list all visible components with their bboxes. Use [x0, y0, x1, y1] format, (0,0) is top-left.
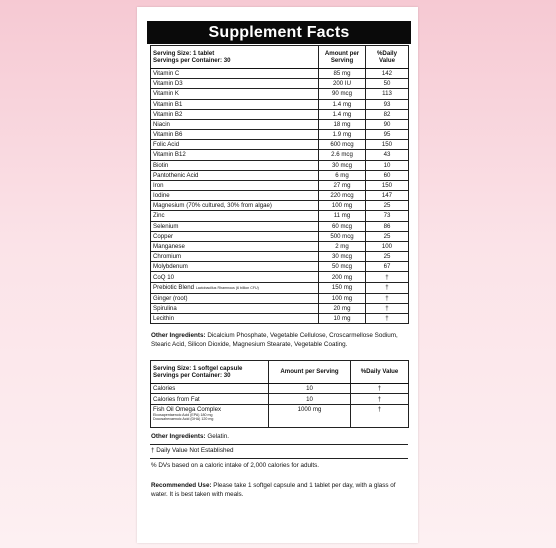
other-ingredients-tablet: [151, 331, 407, 349]
nutrient-dv: 142: [366, 69, 409, 79]
nutrient-name: Vitamin D3: [151, 79, 319, 89]
ingredient-dv: †: [366, 313, 409, 323]
fish-oil-cell: Fish Oil Omega Complex Eicosapentaenoic Acid (EPA) 180 mg Docosahexaenoic Acid (DHA) 120 mg: [151, 404, 269, 427]
nutrient-dv: 113: [366, 89, 409, 99]
nutrient-amount: 90 mcg: [319, 89, 366, 99]
nutrient-amount: 85 mg: [319, 69, 366, 79]
table-row: Calories from Fat 10 †: [151, 394, 409, 404]
nutrient-name: Niacin: [151, 119, 319, 129]
table-row: Calories 10 †: [151, 384, 409, 394]
nutrient-dv: 95: [366, 130, 409, 140]
nutrient-name: Vitamin K: [151, 89, 319, 99]
nutrient-amount: 18 mg: [319, 119, 366, 129]
amount-header: Amount per Serving: [319, 46, 366, 69]
table-row: [151, 303, 409, 313]
ingredient-name-cell: [151, 272, 319, 282]
ingredient-amount: 200 mg: [319, 272, 366, 282]
ingredient-name-cell: [151, 293, 319, 303]
nutrient-amount: 1.9 mg: [319, 130, 366, 140]
table-row: [151, 140, 409, 150]
nutrient-dv: 82: [366, 109, 409, 119]
table-row: [151, 252, 409, 262]
table-row: [151, 211, 409, 221]
dagger-footnote: † Daily Value Not Established: [151, 447, 234, 454]
supplement-facts-title: Supplement Facts: [147, 21, 411, 44]
other-ingredients-text: Gelatin.: [205, 433, 230, 440]
nutrient-name: Manganese: [151, 241, 319, 251]
softgel-servings-per-container: Servings per Container: 30: [153, 372, 231, 379]
nutrient-amount: 30 mcg: [319, 160, 366, 170]
nutrient-name: Vitamin C: [151, 69, 319, 79]
nutrient-name: Magnesium (70% cultured, 30% from algae): [151, 201, 319, 211]
nutrient-dv: 90: [366, 119, 409, 129]
nutrient-dv: 150: [366, 140, 409, 150]
nutrient-name: Biotin: [151, 160, 319, 170]
nutrient-name: Iodine: [151, 191, 319, 201]
nutrient-dv: 100: [366, 241, 409, 251]
nutrient-amount: 2.6 mcg: [319, 150, 366, 160]
ingredient-dv: †: [366, 303, 409, 313]
nutrient-name: Vitamin B12: [151, 150, 319, 160]
ingredient-dv: †: [366, 293, 409, 303]
nutrient-name: Vitamin B6: [151, 130, 319, 140]
softgel-amount-header: Amount per Serving: [269, 361, 351, 384]
divider: [150, 458, 408, 459]
table-row: [151, 69, 409, 79]
nutrient-dv: 10: [366, 160, 409, 170]
ingredient-name-cell: [151, 313, 319, 323]
nutrient-dv: 60: [366, 170, 409, 180]
ingredient-name: Lecithin: [153, 315, 175, 323]
recommended-use-text: Please take 1 softgel capsule and 1 tablet per day, with a glass of water. It is best taken with meals.: [151, 482, 396, 498]
table-row: [151, 79, 409, 89]
ingredient-name: Spirulina: [153, 304, 177, 312]
ingredient-name: CoQ 10: [153, 273, 175, 281]
table-row: [151, 89, 409, 99]
daily-value-header: %Daily Value: [366, 46, 409, 69]
table-row: [151, 170, 409, 180]
table-header-row: [151, 46, 409, 69]
table-row: [151, 130, 409, 140]
recommended-use-label: Recommended Use:: [151, 482, 212, 489]
table-row: [151, 231, 409, 241]
dv-footnote: % DVs based on a caloric intake of 2,000 calories for adults.: [151, 462, 320, 469]
nutrient-name: Folic Acid: [151, 140, 319, 150]
other-ingredient-rows: [151, 272, 409, 324]
nutrient-name: Vitamin B1: [151, 99, 319, 109]
table-row: [151, 241, 409, 251]
softgel-dv-header: %Daily Value: [351, 361, 409, 384]
ingredient-name: Ginger (root): [153, 294, 188, 302]
nutrient-name: Pantothenic Acid: [151, 170, 319, 180]
table-row: [151, 313, 409, 323]
ingredient-name-cell: [151, 303, 319, 313]
nutrient-amount: 6 mg: [319, 170, 366, 180]
nutrient-amount: 1.4 mg: [319, 109, 366, 119]
nutrient-dv: 93: [366, 99, 409, 109]
table-row: [151, 99, 409, 109]
nutrient-amount: 27 mg: [319, 180, 366, 190]
nutrient-dv: 150: [366, 180, 409, 190]
nutrient-amount: 11 mg: [319, 211, 366, 221]
divider: [150, 444, 408, 445]
nutrient-name: Zinc: [151, 211, 319, 221]
nutrient-dv: 25: [366, 231, 409, 241]
nutrient-dv: 50: [366, 79, 409, 89]
other-ingredients-label: Other Ingredients:: [151, 433, 206, 440]
nutrient-dv: 67: [366, 262, 409, 272]
ingredient-note: Lactobacillus Rhamnous (6 billion CFU): [195, 285, 259, 290]
nutrient-amount: 2 mg: [319, 241, 366, 251]
servings-per-container: Servings per Container: 30: [153, 57, 231, 64]
nutrient-amount: 600 mcg: [319, 140, 366, 150]
nutrient-amount: 60 mcg: [319, 221, 366, 231]
nutrient-dv: 43: [366, 150, 409, 160]
table-row: Fish Oil Omega Complex Eicosapentaenoic Acid (EPA) 180 mg Docosahexaenoic Acid (DHA) 120 mg 1000 mg †: [151, 404, 409, 427]
supplement-facts-table: [150, 45, 409, 324]
nutrient-name: Chromium: [151, 252, 319, 262]
table-row: [151, 160, 409, 170]
table-row: [151, 272, 409, 282]
table-row: [151, 119, 409, 129]
table-row: [151, 282, 409, 293]
other-ingredients-text: Dicalcium Phosphate, Vegetable Cellulose, Croscarmellose Sodium, Stearic Acid, Silicon Dioxide, Magnesium Stearate, Vegetable Coating.: [151, 332, 398, 348]
softgel-facts-table: [150, 360, 409, 428]
nutrient-amount: 1.4 mg: [319, 99, 366, 109]
serving-size: Serving Size: 1 tablet: [153, 49, 215, 57]
nutrient-amount: 220 mcg: [319, 191, 366, 201]
ingredient-name-cell: [151, 282, 319, 293]
table-row: [151, 293, 409, 303]
ingredient-dv: †: [366, 272, 409, 282]
table-row: [151, 201, 409, 211]
nutrient-name: Iron: [151, 180, 319, 190]
nutrient-dv: 147: [366, 191, 409, 201]
nutrient-name: Copper: [151, 231, 319, 241]
nutrient-name: Vitamin B2: [151, 109, 319, 119]
nutrient-dv: 25: [366, 201, 409, 211]
table-row: [151, 262, 409, 272]
nutrient-dv: 73: [366, 211, 409, 221]
softgel-header-row: [151, 361, 409, 384]
ingredient-amount: 10 mg: [319, 313, 366, 323]
softgel-serving-info: [151, 361, 269, 384]
ingredient-name: Prebiotic Blend: [153, 283, 194, 291]
nutrient-amount: 200 IU: [319, 79, 366, 89]
ingredient-dv: †: [366, 282, 409, 293]
table-row: [151, 109, 409, 119]
nutrient-name: Molybdenum: [151, 262, 319, 272]
table-row: [151, 191, 409, 201]
nutrient-amount: 30 mcg: [319, 252, 366, 262]
nutrient-amount: 100 mg: [319, 201, 366, 211]
ingredient-amount: 150 mg: [319, 282, 366, 293]
other-ingredients-softgel: [151, 432, 407, 441]
table-row: [151, 180, 409, 190]
nutrient-name: Selenium: [151, 221, 319, 231]
other-ingredients-label: Other Ingredients:: [151, 332, 206, 339]
nutrient-amount: 500 mcg: [319, 231, 366, 241]
nutrient-amount: 50 mcg: [319, 262, 366, 272]
table-row: [151, 221, 409, 231]
softgel-serving-size: Serving Size: 1 softgel capsule: [153, 364, 243, 372]
table-row: [151, 150, 409, 160]
nutrient-dv: 25: [366, 252, 409, 262]
recommended-use: [151, 481, 407, 499]
ingredient-amount: 20 mg: [319, 303, 366, 313]
nutrient-dv: 86: [366, 221, 409, 231]
serving-info: [151, 46, 319, 69]
nutrient-rows: [151, 69, 409, 272]
ingredient-amount: 100 mg: [319, 293, 366, 303]
